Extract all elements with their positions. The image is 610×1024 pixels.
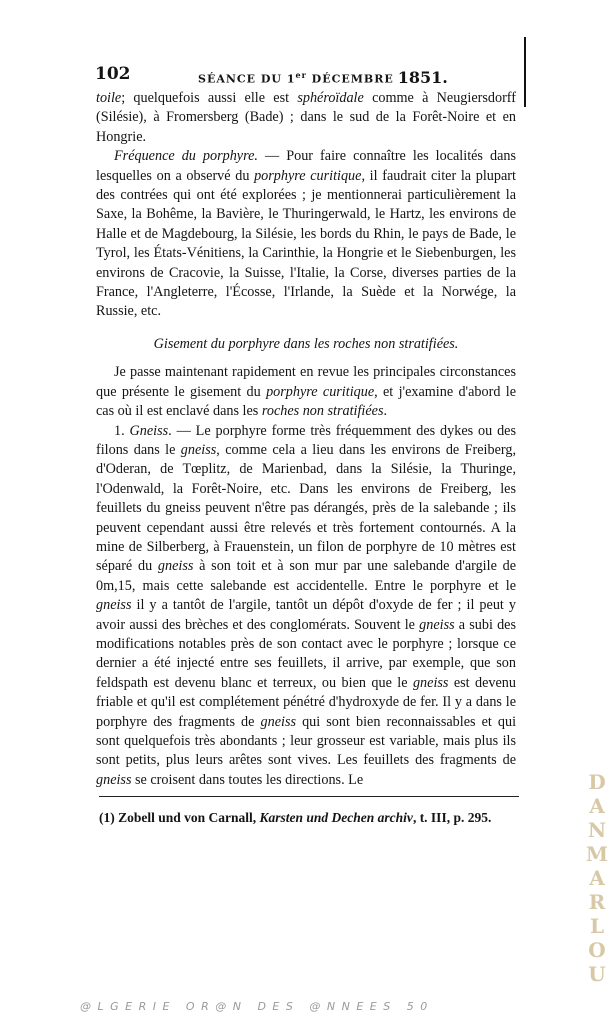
p4-gneiss-3: gneiss [96,597,132,614]
p4-text-2: , comme cela a lieu dans les environs de Freiberg, d'Oderan, de Tœplitz, de Marienbad, dans la Silésie, la Thuringe, l'Odenwald, la Forêt-Noire, etc. Dans les environs de Freiberg, les feuillets du gneiss peuvent n'être pas dérangés, près de la salebande ; ils peuvent cependant aussi être relevés et très fortement contournés. A la mine de Silberberg, à Frauenstein, un filon de porphyre de 10 mètres est séparé du [96,441,516,575]
p1-italic-toile: toile [96,90,122,106]
running-head-sup: er [295,70,307,80]
side-watermark-letter: N [587,818,607,842]
running-head-seance: SÉANCE DU 1 [198,72,296,86]
paragraph-1 [96,89,516,147]
p4-text-7: qui sont bien reconnaissables et qui sont quelquefois très abondants ; leur grosseur est variable, mais plus ils sont petits, plus leurs arêtes sont vives. Les feuillets des fragments de [96,713,517,769]
p4-gneiss-heading: Gneiss [129,422,169,439]
p1-text-end: comme à Neugiersdorff (Silésie), à Fromersberg (Bade) ; dans le sud de la Forêt-Noire et en Hongrie. [96,90,516,145]
footnote [99,808,519,827]
p4-text: . — Le porphyre forme très fréquemment des dykes ou des filons dans le [96,422,516,458]
p4-gneiss-6: gneiss [260,713,296,730]
p1-italic-spheroidale: sphéroïdale [297,90,364,106]
p4-text-4: il y a tantôt de l'argile, tantôt un dépôt d'oxyde de fer ; il peut y avoir aussi des brèches et des conglomérats. Souvent le [96,597,516,633]
side-watermark [584,770,610,986]
paragraph-gneiss [96,422,516,791]
p4-text-6: est devenu friable et qu'il est complétement pénétré d'hydroxyde de fer. Il y a dans le porphyre des fragments de [96,674,516,730]
p4-text-5: a subi des modifications notables près de son contact avec le porphyre ; lorsque ce dernier a été injecté entre ses feuillets, il arrive, par exemple, que son feldspath est devenu blanc et terreux, ou bien que le [96,616,516,691]
section-heading: Gisement du porphyre dans les roches non stratifiées. [153,335,459,352]
page-number: 102 [95,64,131,84]
side-watermark-letter: U [588,962,606,986]
p2-text: — Pour faire connaître les localités dans lesquelles on a observé du [96,148,516,184]
p3-italic-porphyre: porphyre curitique [266,383,375,400]
p1-text: ; quelquefois aussi elle est [121,90,298,106]
p4-gneiss-2: gneiss [157,558,194,575]
p2-italic-porphyre: porphyre curitique [254,167,362,184]
running-head [198,65,448,90]
footnote-rule [99,796,519,797]
running-head-year: 1851. [397,67,448,87]
p4-number: 1. [114,422,130,439]
main-text [96,89,516,790]
p3-text-mid: , et j'examine d'abord le cas où il est enclavé dans les [96,383,516,420]
p3-text: Je passe maintenant rapidement en revue les principales circonstances que présente le gisement du [96,364,516,400]
p4-text-8: se croisent dans toutes les directions. Le [131,771,364,788]
side-watermark-letter: L [589,914,605,938]
paragraph-frequence [96,147,516,322]
side-watermark-letter: M [585,842,609,866]
footnote-italic: Karsten und Dechen archiv [259,810,413,825]
paragraph-intro [96,363,516,421]
side-watermark-letter: R [588,890,606,914]
running-head-month: DÉCEMBRE [311,72,394,86]
side-watermark-letter: D [588,770,606,794]
side-watermark-letter: A [589,794,605,818]
p4-gneiss-4: gneiss [419,616,455,633]
p4-text-3: à son toit et à son mur par une salebande d'argile de 0m,15, mais cette salebande est accidentelle. Entre le porphyre et le [96,558,516,594]
edge-rule [524,37,526,107]
p4-gneiss-5: gneiss [412,674,449,691]
p4-gneiss-1: gneiss [180,441,217,458]
p3-text-end: . [383,403,388,420]
p2-text-end: , il faudrait citer la plupart des contrées qui ont été explorées ; je mentionnerai particulièrement la Saxe, la Bohême, la Bavière, le Thuringerwald, le Hartz, les environs de Halle et de Magdebourg, la Silésie, les bords du Rhin, le pays de Bade, le Tyrol, les États-Vénitiens, la Carinthie, la Hongrie et le Siebenburgen, les environs de Cracovie, la Suisse, l'Italie, la Corse, diverses parties de la France, l'Angleterre, l'Écosse, l'Irlande, la Suède et la Norwége, la Russie, etc. [96,167,516,320]
footnote-text: (1) Zobell und von Carnall, [99,810,260,825]
side-watermark-letter: O [588,938,606,962]
p3-italic-roches: roches non stratifiées [261,403,384,420]
frequence-heading: Fréquence du porphyre. [114,148,258,165]
footnote-text-end: , t. III, p. 295. [412,810,492,825]
p4-gneiss-7: gneiss [96,771,132,788]
side-watermark-letter: A [589,866,605,890]
bottom-watermark: @LGERIE OR@N DES @NNEES 50 [80,1000,434,1013]
